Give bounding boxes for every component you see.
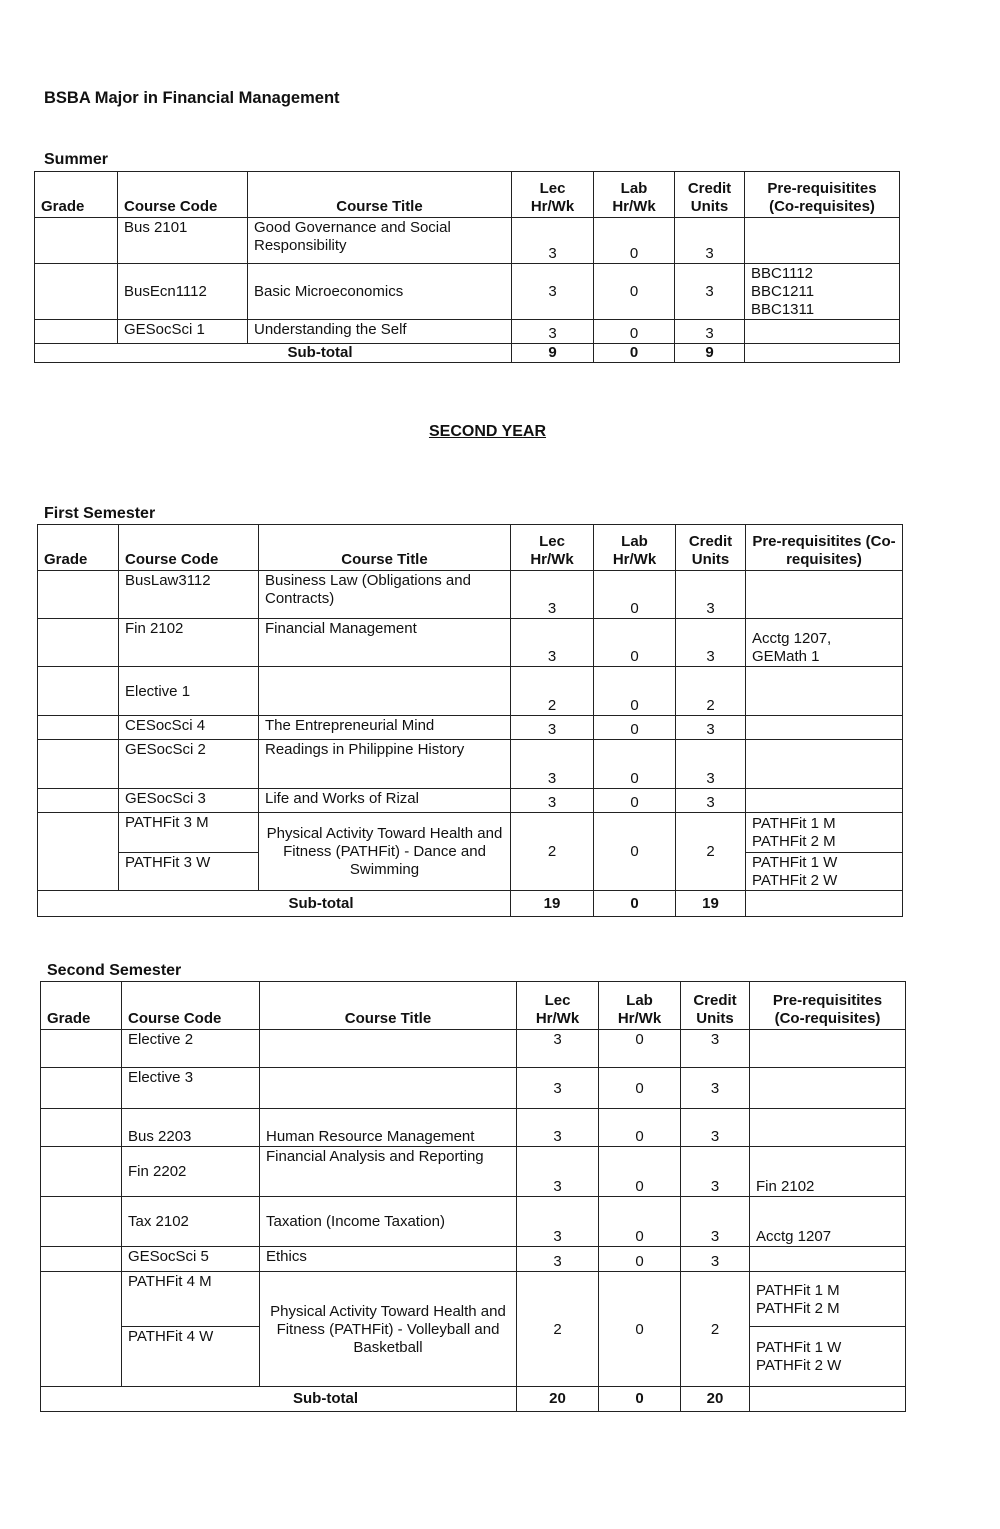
table-row — [41, 1068, 906, 1109]
course-code: BusEcn1112 — [118, 264, 248, 320]
lab-value: 0 — [599, 1272, 681, 1387]
lab-value: 0 — [594, 218, 675, 264]
prereq-item: GEMath 1 — [752, 648, 820, 665]
grade-cell — [38, 813, 119, 891]
table-row — [38, 619, 903, 667]
table-row — [38, 813, 903, 853]
course-code: PATHFit 4 M — [122, 1272, 260, 1327]
lec-value: 3 — [511, 740, 594, 789]
table-row — [38, 716, 903, 740]
credit-value: 3 — [675, 218, 745, 264]
document-title: BSBA Major in Financial Management — [44, 89, 340, 107]
course-title: Ethics — [260, 1247, 517, 1272]
grade-cell — [38, 740, 119, 789]
prereq-cell — [746, 716, 903, 740]
prereq-cell — [745, 218, 900, 264]
course-code: Fin 2102 — [119, 619, 259, 667]
subtotal-label: Sub-total — [41, 1387, 517, 1412]
course-title: Basic Microeconomics — [248, 264, 512, 320]
prereq-item: PATHFit 1 W — [752, 854, 838, 871]
lab-value: 0 — [594, 740, 676, 789]
course-code: Elective 2 — [122, 1030, 260, 1068]
second-year-heading: SECOND YEAR — [428, 423, 547, 440]
prereq-cell — [745, 320, 900, 344]
prereq-cell — [746, 619, 903, 667]
course-code: Tax 2102 — [122, 1197, 260, 1247]
course-title: Financial Analysis and Reporting — [260, 1147, 517, 1197]
lec-value: 3 — [517, 1147, 599, 1197]
prereq-cell — [750, 1327, 906, 1387]
lab-value: 0 — [594, 789, 676, 813]
prereq-item: PATHFit 1 M — [756, 1281, 840, 1299]
first-semester-label: First Semester — [44, 505, 156, 522]
course-code: PATHFit 3 W — [119, 853, 259, 891]
lec-header: Lec Hr/Wk — [512, 172, 594, 218]
credit-value: 3 — [676, 619, 746, 667]
lab-header: Lab Hr/Wk — [594, 525, 676, 571]
lec-value: 3 — [511, 571, 594, 619]
grade-cell — [38, 571, 119, 619]
subtotal-label: Sub-total — [35, 344, 512, 363]
course-title: Taxation (Income Taxation) — [260, 1197, 517, 1247]
table-row — [35, 320, 900, 344]
lab-value: 0 — [599, 1247, 681, 1272]
lab-value: 0 — [599, 1109, 681, 1147]
course-title: Life and Works of Rizal — [259, 789, 511, 813]
prereq-header: Pre-requisitites (Co-requisites) — [745, 172, 900, 218]
course-code: GESocSci 5 — [122, 1247, 260, 1272]
table-row — [41, 1030, 906, 1068]
grade-cell — [38, 619, 119, 667]
lab-header: Lab Hr/Wk — [599, 982, 681, 1030]
course-code: GESocSci 2 — [119, 740, 259, 789]
prereq-cell — [746, 571, 903, 619]
table-row — [41, 1197, 906, 1247]
course-code-header: Course Code — [118, 172, 248, 218]
course-title: Physical Activity Toward Health and Fitness (PATHFit) - Volleyball and Basketball — [260, 1272, 517, 1387]
subtotal-lec: 9 — [512, 344, 594, 363]
table-row — [41, 1109, 906, 1147]
lec-value: 3 — [512, 320, 594, 344]
lab-value: 0 — [594, 813, 676, 891]
course-code: CESocSci 4 — [119, 716, 259, 740]
first-semester-table — [37, 524, 903, 917]
course-title-header: Course Title — [248, 172, 512, 218]
lec-value: 3 — [512, 218, 594, 264]
table-row — [38, 667, 903, 716]
course-title: Understanding the Self — [248, 320, 512, 344]
grade-cell — [35, 320, 118, 344]
second-semester-table — [40, 981, 906, 1412]
course-title — [260, 1068, 517, 1109]
subtotal-lab: 0 — [594, 344, 675, 363]
subtotal-row — [35, 344, 900, 363]
grade-header: Grade — [38, 525, 119, 571]
credit-value: 3 — [676, 740, 746, 789]
prereq-cell — [746, 853, 903, 891]
course-code: BusLaw3112 — [119, 571, 259, 619]
course-title: Business Law (Obligations and Contracts) — [259, 571, 511, 619]
prereq-item: Fin 2102 — [756, 1178, 815, 1195]
course-code: PATHFit 3 M — [119, 813, 259, 853]
course-code: GESocSci 3 — [119, 789, 259, 813]
credit-value: 3 — [681, 1109, 750, 1147]
lec-value: 3 — [511, 619, 594, 667]
credit-value: 3 — [681, 1197, 750, 1247]
course-title-header: Course Title — [260, 982, 517, 1030]
credit-value: 3 — [676, 716, 746, 740]
credit-value: 3 — [675, 264, 745, 320]
subtotal-lab: 0 — [594, 891, 676, 917]
course-code: PATHFit 4 W — [122, 1327, 260, 1387]
prereq-cell — [750, 1272, 906, 1327]
grade-cell — [35, 264, 118, 320]
lab-header: Lab Hr/Wk — [594, 172, 675, 218]
prereq-cell — [745, 344, 900, 363]
credit-value: 3 — [681, 1068, 750, 1109]
prereq-item: BBC1112 — [751, 265, 813, 282]
grade-cell — [38, 716, 119, 740]
subtotal-row — [38, 891, 903, 917]
lec-value: 3 — [517, 1197, 599, 1247]
lec-value: 3 — [517, 1109, 599, 1147]
course-title: The Entrepreneurial Mind — [259, 716, 511, 740]
grade-cell — [41, 1030, 122, 1068]
grade-cell — [41, 1272, 122, 1387]
lec-value: 3 — [517, 1247, 599, 1272]
course-code: GESocSci 1 — [118, 320, 248, 344]
course-code: Elective 3 — [122, 1068, 260, 1109]
grade-cell — [38, 667, 119, 716]
prereq-item: PATHFit 1 W — [756, 1339, 842, 1356]
course-code: Elective 1 — [119, 667, 259, 716]
grade-cell — [41, 1109, 122, 1147]
table-row — [41, 1247, 906, 1272]
lab-value: 0 — [599, 1030, 681, 1068]
prereq-item: PATHFit 2 M — [756, 1299, 840, 1317]
table-row — [41, 1147, 906, 1197]
prereq-item: PATHFit 2 W — [756, 1357, 842, 1374]
prereq-item: Acctg 1207, — [752, 630, 832, 647]
credit-value: 2 — [681, 1272, 750, 1387]
course-code: Bus 2101 — [118, 218, 248, 264]
prereq-cell — [746, 667, 903, 716]
credit-value: 2 — [676, 813, 746, 891]
prereq-item: PATHFit 2 W — [752, 872, 838, 889]
prereq-cell — [750, 1247, 906, 1272]
credit-value: 3 — [676, 571, 746, 619]
subtotal-row — [41, 1387, 906, 1412]
lec-value: 2 — [511, 667, 594, 716]
prereq-cell — [745, 264, 900, 320]
prereq-cell — [746, 891, 903, 917]
subtotal-credit: 9 — [675, 344, 745, 363]
course-title — [260, 1030, 517, 1068]
subtotal-lec: 20 — [517, 1387, 599, 1412]
grade-cell — [41, 1147, 122, 1197]
course-title: Good Governance and Social Responsibility — [248, 218, 512, 264]
subtotal-lec: 19 — [511, 891, 594, 917]
course-code-header: Course Code — [119, 525, 259, 571]
lec-header: Lec Hr/Wk — [511, 525, 594, 571]
prereq-cell — [750, 1147, 906, 1197]
second-semester-label: Second Semester — [47, 962, 182, 979]
lec-value: 2 — [517, 1272, 599, 1387]
lec-value: 3 — [511, 716, 594, 740]
credit-value: 3 — [681, 1030, 750, 1068]
prereq-item: BBC1311 — [751, 301, 815, 318]
lab-value: 0 — [594, 320, 675, 344]
prereq-cell — [746, 740, 903, 789]
lab-value: 0 — [594, 716, 676, 740]
summer-label: Summer — [44, 151, 109, 168]
table-row — [38, 789, 903, 813]
prereq-cell — [750, 1109, 906, 1147]
lec-value: 3 — [517, 1068, 599, 1109]
grade-cell — [41, 1068, 122, 1109]
lab-value: 0 — [599, 1197, 681, 1247]
grade-cell — [38, 789, 119, 813]
prereq-cell — [750, 1387, 906, 1412]
table-row — [35, 218, 900, 264]
lab-value: 0 — [594, 571, 676, 619]
lec-value: 3 — [511, 789, 594, 813]
subtotal-label: Sub-total — [38, 891, 511, 917]
lab-value: 0 — [599, 1147, 681, 1197]
subtotal-lab: 0 — [599, 1387, 681, 1412]
grade-cell — [41, 1197, 122, 1247]
course-title: Physical Activity Toward Health and Fitness (PATHFit) - Dance and Swimming — [259, 813, 511, 891]
prereq-cell — [750, 1197, 906, 1247]
table-row — [38, 571, 903, 619]
credit-header: Credit Units — [681, 982, 750, 1030]
prereq-cell — [746, 789, 903, 813]
grade-cell — [41, 1247, 122, 1272]
summer-table — [34, 171, 900, 363]
lab-value: 0 — [594, 619, 676, 667]
prereq-item: BBC1211 — [751, 283, 815, 300]
prereq-cell — [750, 1030, 906, 1068]
course-title: Human Resource Management — [260, 1109, 517, 1147]
credit-value: 3 — [681, 1247, 750, 1272]
subtotal-credit: 19 — [676, 891, 746, 917]
table-row — [35, 264, 900, 320]
subtotal-credit: 20 — [681, 1387, 750, 1412]
lec-header: Lec Hr/Wk — [517, 982, 599, 1030]
course-code: Fin 2202 — [122, 1147, 260, 1197]
course-code-header: Course Code — [122, 982, 260, 1030]
course-title: Financial Management — [259, 619, 511, 667]
course-code: Bus 2203 — [122, 1109, 260, 1147]
course-title-header: Course Title — [259, 525, 511, 571]
credit-value: 3 — [675, 320, 745, 344]
lab-value: 0 — [594, 667, 676, 716]
lab-value: 0 — [594, 264, 675, 320]
lab-value: 0 — [599, 1068, 681, 1109]
prereq-item: Acctg 1207 — [756, 1228, 832, 1245]
prereq-item: PATHFit 1 M — [752, 815, 836, 832]
credit-value: 3 — [676, 789, 746, 813]
credit-value: 2 — [676, 667, 746, 716]
lec-value: 3 — [512, 264, 594, 320]
grade-cell — [35, 218, 118, 264]
prereq-cell — [746, 813, 903, 853]
course-title: Readings in Philippine History — [259, 740, 511, 789]
lec-value: 2 — [511, 813, 594, 891]
grade-header: Grade — [41, 982, 122, 1030]
credit-header: Credit Units — [675, 172, 745, 218]
prereq-header: Pre-requisitites (Co-requisites) — [746, 525, 903, 571]
credit-value: 3 — [681, 1147, 750, 1197]
credit-header: Credit Units — [676, 525, 746, 571]
prereq-item: PATHFit 2 M — [752, 833, 836, 850]
prereq-cell — [750, 1068, 906, 1109]
course-title — [259, 667, 511, 716]
table-row — [41, 1272, 906, 1327]
lec-value: 3 — [517, 1030, 599, 1068]
table-row — [38, 740, 903, 789]
grade-header: Grade — [35, 172, 118, 218]
prereq-header: Pre-requisitites (Co-requisites) — [750, 982, 906, 1030]
